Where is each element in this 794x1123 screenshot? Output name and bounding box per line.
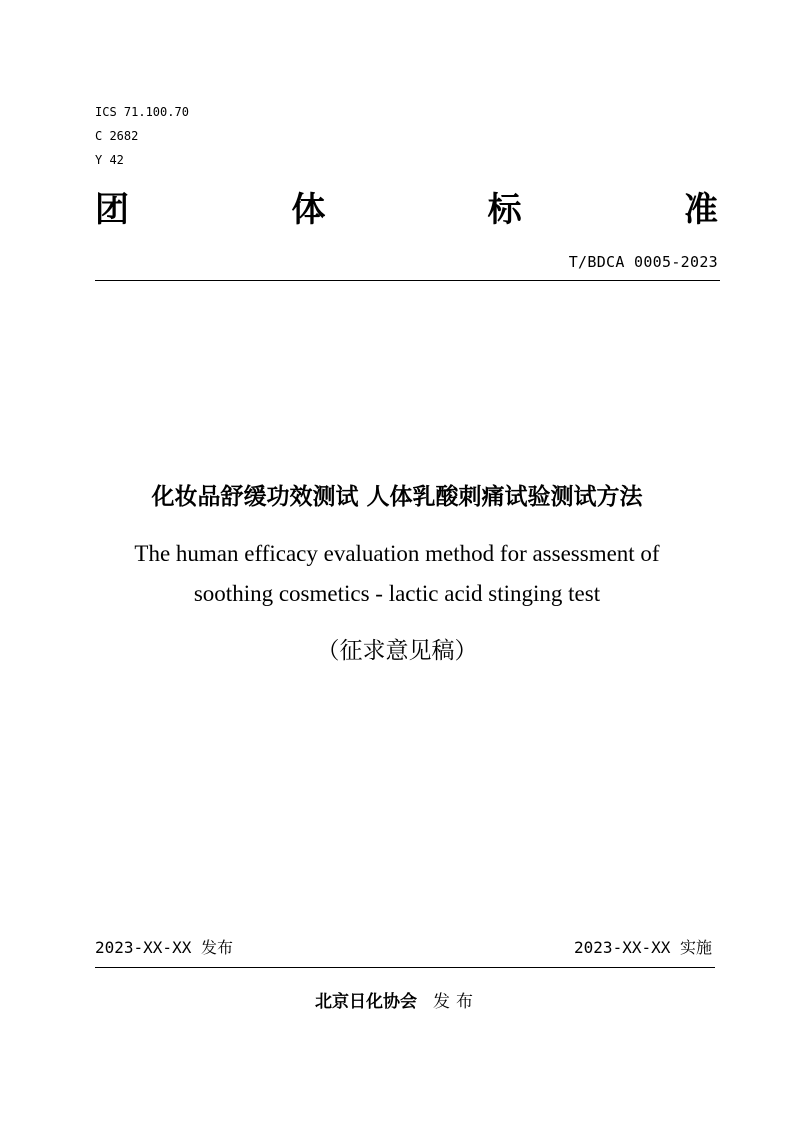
publisher-line (0, 987, 794, 1012)
title-english-line-1: The human efficacy evaluation method for assessment of (134, 541, 660, 566)
publisher-organization: 北京日化协会 (315, 992, 417, 1012)
bottom-divider (95, 967, 715, 968)
standard-type-char: 准 (683, 190, 718, 230)
title-chinese: 化妆品舒缓功效测试 人体乳酸刺痛试验测试方法 (151, 484, 643, 510)
draft-label: （征求意见稿） (316, 638, 478, 663)
standard-type-char: 团 (95, 190, 129, 230)
ics-code: ICS 71.100.70 (95, 105, 189, 119)
standard-type-char: 标 (487, 190, 522, 230)
ccs-code: C 2682 (95, 129, 139, 143)
classification-codes (95, 100, 189, 172)
publisher-verb: 发布 (433, 992, 479, 1012)
standard-type-char: 体 (291, 190, 326, 230)
y-code: Y 42 (95, 153, 124, 167)
top-divider (95, 280, 720, 281)
document-number: T/BDCA 0005-2023 (568, 253, 718, 271)
standard-type-heading (95, 188, 718, 232)
title-english-line-2: soothing cosmetics - lactic acid stinging test (193, 581, 601, 606)
implementation-date: 2023-XX-XX 实施 (574, 938, 712, 957)
title-english (0, 534, 794, 614)
issue-date: 2023-XX-XX 发布 (95, 938, 233, 957)
